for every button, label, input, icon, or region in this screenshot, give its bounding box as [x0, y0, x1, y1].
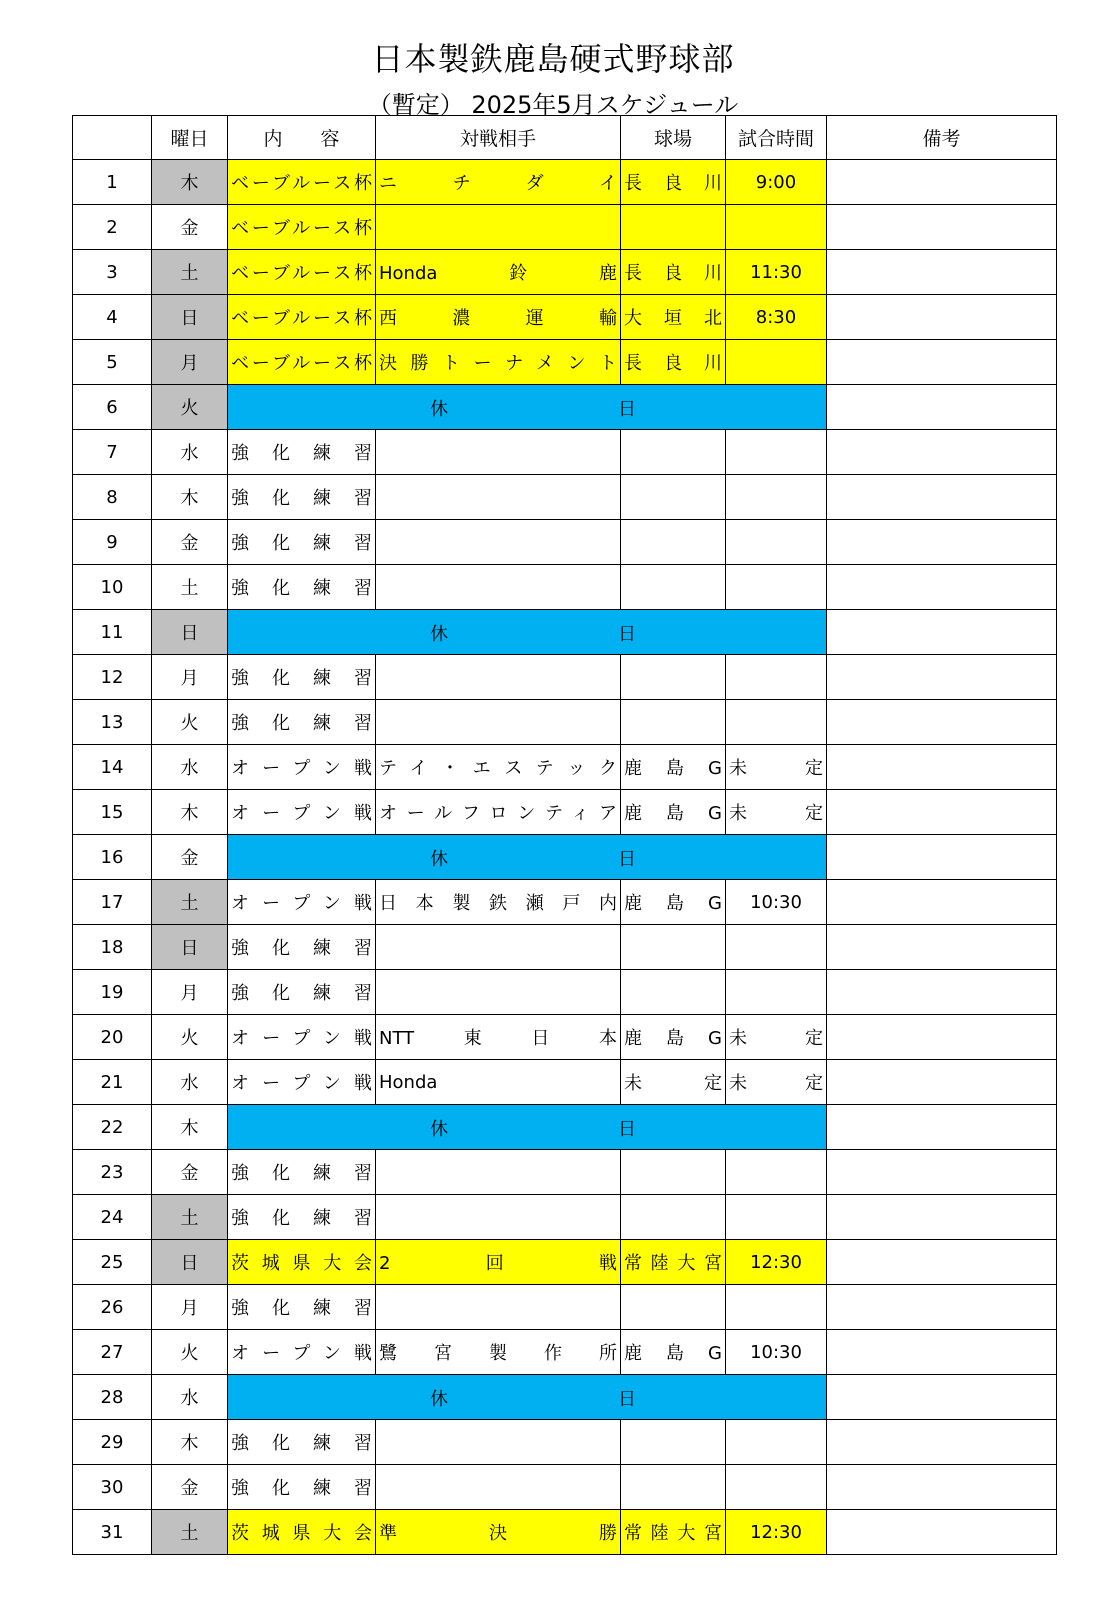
row-number: 7 [73, 430, 152, 475]
row-notes [827, 745, 1057, 790]
row-venue: 常陸大宮 [621, 1240, 726, 1285]
row-weekday: 日 [152, 610, 228, 655]
holiday-label-right: 日 [618, 624, 636, 645]
table-row [73, 205, 1057, 250]
row-weekday: 水 [152, 430, 228, 475]
row-weekday: 土 [152, 250, 228, 295]
table-row [73, 880, 1057, 925]
row-venue [621, 1285, 726, 1330]
row-number: 12 [73, 655, 152, 700]
row-opponent: Honda [376, 1060, 621, 1105]
holiday-cell [228, 385, 827, 430]
row-content: 強化練習 [228, 925, 376, 970]
row-notes [827, 610, 1057, 655]
holiday-label-right: 日 [618, 1389, 636, 1410]
row-weekday: 金 [152, 835, 228, 880]
row-weekday: 火 [152, 1015, 228, 1060]
row-weekday: 火 [152, 700, 228, 745]
row-opponent: NTT東日本 [376, 1015, 621, 1060]
row-time [726, 655, 827, 700]
row-notes [827, 430, 1057, 475]
row-content: 強化練習 [228, 565, 376, 610]
row-venue: 未定 [621, 1060, 726, 1105]
table-row [73, 1060, 1057, 1105]
row-opponent: 日本製鉄瀬戸内 [376, 880, 621, 925]
row-content: 強化練習 [228, 520, 376, 565]
row-notes [827, 1060, 1057, 1105]
row-time [726, 1420, 827, 1465]
row-notes [827, 340, 1057, 385]
row-number: 1 [73, 160, 152, 205]
row-weekday: 金 [152, 1150, 228, 1195]
row-weekday: 土 [152, 880, 228, 925]
row-number: 4 [73, 295, 152, 340]
row-opponent: 西濃運輸 [376, 295, 621, 340]
row-opponent: Honda鈴鹿 [376, 250, 621, 295]
row-notes [827, 1105, 1057, 1150]
row-notes [827, 970, 1057, 1015]
table-row [73, 1015, 1057, 1060]
row-notes [827, 205, 1057, 250]
row-notes [827, 475, 1057, 520]
row-opponent: ニチダイ [376, 160, 621, 205]
table-row [73, 385, 1057, 430]
row-opponent [376, 1195, 621, 1240]
row-number: 9 [73, 520, 152, 565]
holiday-label-left: 休 [430, 849, 448, 870]
row-number: 2 [73, 205, 152, 250]
holiday-cell [228, 610, 827, 655]
holiday-cell [228, 1105, 827, 1150]
row-content: 強化練習 [228, 1465, 376, 1510]
row-opponent: オールフロンティア [376, 790, 621, 835]
row-number: 3 [73, 250, 152, 295]
table-row [73, 340, 1057, 385]
row-venue [621, 205, 726, 250]
row-opponent [376, 925, 621, 970]
row-weekday: 日 [152, 1240, 228, 1285]
row-notes [827, 1330, 1057, 1375]
row-venue: 鹿島G [621, 1015, 726, 1060]
row-weekday: 水 [152, 1375, 228, 1420]
row-weekday: 土 [152, 1510, 228, 1555]
row-notes [827, 790, 1057, 835]
row-content: ベーブルース杯 [228, 250, 376, 295]
holiday-label-left: 休 [430, 399, 448, 420]
row-weekday: 金 [152, 520, 228, 565]
table-row [73, 1150, 1057, 1195]
row-notes [827, 835, 1057, 880]
row-number: 27 [73, 1330, 152, 1375]
table-row [73, 250, 1057, 295]
row-content: 茨城県大会 [228, 1510, 376, 1555]
row-weekday: 水 [152, 745, 228, 790]
row-opponent [376, 565, 621, 610]
row-opponent [376, 655, 621, 700]
row-time: 未定 [726, 1060, 827, 1105]
table-row [73, 1285, 1057, 1330]
row-weekday: 木 [152, 790, 228, 835]
row-weekday: 木 [152, 1105, 228, 1150]
row-number: 31 [73, 1510, 152, 1555]
row-time: 12:30 [726, 1510, 827, 1555]
row-content: 強化練習 [228, 475, 376, 520]
table-row [73, 295, 1057, 340]
row-content: オープン戦 [228, 1015, 376, 1060]
row-number: 29 [73, 1420, 152, 1465]
holiday-label-left: 休 [430, 624, 448, 645]
row-time: 未定 [726, 745, 827, 790]
holiday-cell [228, 835, 827, 880]
table-row [73, 1330, 1057, 1375]
row-weekday: 日 [152, 295, 228, 340]
table-row [73, 925, 1057, 970]
row-opponent [376, 1150, 621, 1195]
row-opponent: 準決勝 [376, 1510, 621, 1555]
table-row [73, 610, 1057, 655]
row-weekday: 木 [152, 160, 228, 205]
row-time [726, 700, 827, 745]
table-row [73, 970, 1057, 1015]
row-time [726, 925, 827, 970]
row-weekday: 金 [152, 1465, 228, 1510]
holiday-label-left: 休 [430, 1389, 448, 1410]
holiday-label-left: 休 [430, 1119, 448, 1140]
row-time [726, 520, 827, 565]
table-row [73, 160, 1057, 205]
row-notes [827, 880, 1057, 925]
row-number: 6 [73, 385, 152, 430]
table-row [73, 790, 1057, 835]
row-time [726, 205, 827, 250]
row-opponent [376, 1420, 621, 1465]
table-row [73, 1240, 1057, 1285]
row-content: オープン戦 [228, 745, 376, 790]
row-opponent [376, 1285, 621, 1330]
row-time: 12:30 [726, 1240, 827, 1285]
row-weekday: 水 [152, 1060, 228, 1105]
row-notes [827, 565, 1057, 610]
header-content: 内 容 [228, 116, 376, 160]
row-venue: 大垣北 [621, 295, 726, 340]
row-number: 30 [73, 1465, 152, 1510]
row-opponent [376, 700, 621, 745]
header-row [73, 116, 1057, 160]
row-content: 強化練習 [228, 430, 376, 475]
row-weekday: 火 [152, 385, 228, 430]
row-number: 24 [73, 1195, 152, 1240]
table-row [73, 700, 1057, 745]
page-title: 日本製鉄鹿島硬式野球部 [371, 40, 735, 78]
table-row [73, 1420, 1057, 1465]
row-weekday: 木 [152, 475, 228, 520]
row-number: 25 [73, 1240, 152, 1285]
header-time: 試合時間 [726, 116, 827, 160]
row-time [726, 1150, 827, 1195]
row-notes [827, 250, 1057, 295]
page-subtitle: （暫定） 2025年5月スケジュール [367, 91, 739, 119]
row-venue: 鹿島G [621, 790, 726, 835]
table-row [73, 475, 1057, 520]
row-time: 9:00 [726, 160, 827, 205]
row-time [726, 565, 827, 610]
row-content: 茨城県大会 [228, 1240, 376, 1285]
row-time [726, 1465, 827, 1510]
table-row [73, 520, 1057, 565]
row-venue [621, 925, 726, 970]
row-opponent: 2回戦 [376, 1240, 621, 1285]
row-notes [827, 1240, 1057, 1285]
row-content: オープン戦 [228, 880, 376, 925]
table-row [73, 1105, 1057, 1150]
row-notes [827, 1285, 1057, 1330]
row-time [726, 1195, 827, 1240]
header-notes: 備考 [827, 116, 1057, 160]
holiday-label-right: 日 [618, 1119, 636, 1140]
table-row [73, 565, 1057, 610]
row-weekday: 月 [152, 1285, 228, 1330]
row-number: 20 [73, 1015, 152, 1060]
row-opponent [376, 430, 621, 475]
header-day: 曜日 [152, 116, 228, 160]
row-venue: 長良川 [621, 250, 726, 295]
row-notes [827, 1420, 1057, 1465]
row-weekday: 月 [152, 655, 228, 700]
row-venue [621, 565, 726, 610]
row-time [726, 1285, 827, 1330]
row-notes [827, 1195, 1057, 1240]
row-time [726, 970, 827, 1015]
row-notes [827, 385, 1057, 430]
row-time: 未定 [726, 790, 827, 835]
row-notes [827, 700, 1057, 745]
row-content: 強化練習 [228, 655, 376, 700]
row-content: 強化練習 [228, 970, 376, 1015]
row-time [726, 475, 827, 520]
table-row [73, 1465, 1057, 1510]
row-time: 10:30 [726, 880, 827, 925]
row-venue: 長良川 [621, 340, 726, 385]
row-content: 強化練習 [228, 1150, 376, 1195]
row-venue [621, 700, 726, 745]
row-venue [621, 1195, 726, 1240]
row-content: 強化練習 [228, 1195, 376, 1240]
row-number: 14 [73, 745, 152, 790]
row-notes [827, 925, 1057, 970]
row-weekday: 日 [152, 925, 228, 970]
row-venue [621, 1420, 726, 1465]
row-venue: 鹿島G [621, 1330, 726, 1375]
row-weekday: 火 [152, 1330, 228, 1375]
row-number: 17 [73, 880, 152, 925]
row-number: 22 [73, 1105, 152, 1150]
holiday-cell [228, 1375, 827, 1420]
row-number: 10 [73, 565, 152, 610]
row-notes [827, 295, 1057, 340]
row-number: 18 [73, 925, 152, 970]
row-opponent [376, 1465, 621, 1510]
row-notes [827, 655, 1057, 700]
row-number: 21 [73, 1060, 152, 1105]
row-venue [621, 655, 726, 700]
holiday-label-right: 日 [618, 849, 636, 870]
row-venue [621, 475, 726, 520]
row-content: ベーブルース杯 [228, 160, 376, 205]
table-row [73, 745, 1057, 790]
row-venue [621, 430, 726, 475]
row-opponent [376, 970, 621, 1015]
row-notes [827, 520, 1057, 565]
row-time: 11:30 [726, 250, 827, 295]
row-content: ベーブルース杯 [228, 205, 376, 250]
table-row [73, 430, 1057, 475]
row-number: 23 [73, 1150, 152, 1195]
row-content: 強化練習 [228, 1285, 376, 1330]
row-time [726, 430, 827, 475]
row-venue: 長良川 [621, 160, 726, 205]
row-time: 8:30 [726, 295, 827, 340]
table-row [73, 1375, 1057, 1420]
table-row [73, 1510, 1057, 1555]
header-no [73, 116, 152, 160]
row-notes [827, 1375, 1057, 1420]
row-number: 16 [73, 835, 152, 880]
row-number: 28 [73, 1375, 152, 1420]
row-notes [827, 1510, 1057, 1555]
row-notes [827, 160, 1057, 205]
schedule-table [72, 115, 1057, 1555]
row-weekday: 金 [152, 205, 228, 250]
row-number: 8 [73, 475, 152, 520]
row-weekday: 木 [152, 1420, 228, 1465]
row-weekday: 土 [152, 565, 228, 610]
row-notes [827, 1015, 1057, 1060]
row-content: ベーブルース杯 [228, 295, 376, 340]
row-content: オープン戦 [228, 1330, 376, 1375]
table-row [73, 835, 1057, 880]
row-content: 強化練習 [228, 700, 376, 745]
row-content: ベーブルース杯 [228, 340, 376, 385]
schedule-body [73, 160, 1057, 1555]
row-time [726, 340, 827, 385]
row-venue: 鹿島G [621, 880, 726, 925]
row-weekday: 月 [152, 340, 228, 385]
row-content: 強化練習 [228, 1420, 376, 1465]
row-opponent: 鷺宮製作所 [376, 1330, 621, 1375]
row-notes [827, 1150, 1057, 1195]
row-notes [827, 1465, 1057, 1510]
row-number: 5 [73, 340, 152, 385]
row-number: 11 [73, 610, 152, 655]
row-opponent [376, 520, 621, 565]
row-opponent [376, 205, 621, 250]
holiday-label-right: 日 [618, 399, 636, 420]
row-opponent [376, 475, 621, 520]
header-venue: 球場 [621, 116, 726, 160]
row-content: オープン戦 [228, 1060, 376, 1105]
row-venue [621, 1465, 726, 1510]
row-content: オープン戦 [228, 790, 376, 835]
row-venue: 鹿島G [621, 745, 726, 790]
row-venue: 常陸大宮 [621, 1510, 726, 1555]
row-venue [621, 520, 726, 565]
table-row [73, 655, 1057, 700]
row-time: 未定 [726, 1015, 827, 1060]
row-number: 15 [73, 790, 152, 835]
row-number: 13 [73, 700, 152, 745]
row-venue [621, 1150, 726, 1195]
row-weekday: 月 [152, 970, 228, 1015]
row-number: 19 [73, 970, 152, 1015]
row-opponent: テイ・エステック [376, 745, 621, 790]
row-opponent: 決勝トーナメント [376, 340, 621, 385]
row-time: 10:30 [726, 1330, 827, 1375]
row-venue [621, 970, 726, 1015]
row-number: 26 [73, 1285, 152, 1330]
table-row [73, 1195, 1057, 1240]
row-weekday: 土 [152, 1195, 228, 1240]
header-opponent: 対戦相手 [376, 116, 621, 160]
